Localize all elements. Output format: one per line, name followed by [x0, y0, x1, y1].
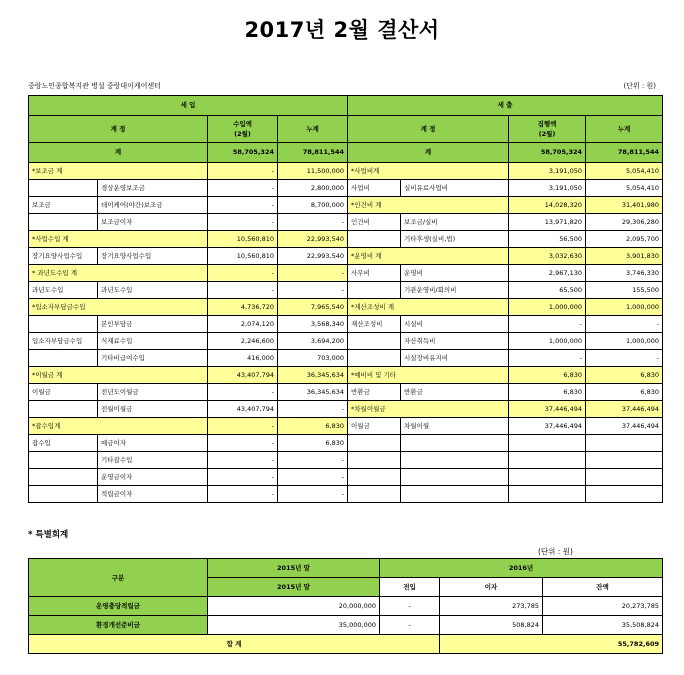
- expense-item-label: 기타후생(실비,법): [401, 231, 509, 248]
- settlement-table: [28, 95, 663, 503]
- income-group-label: 장기요양사업수입: [29, 248, 98, 265]
- expense-group-label: 인건비: [348, 214, 401, 231]
- expense-group-label: 재산조성비: [348, 316, 401, 333]
- expense-category-month: 1,000,000: [509, 299, 586, 316]
- income-category-label: *잡수입계: [29, 418, 208, 435]
- special-row-balance: 35,508,824: [543, 616, 663, 635]
- ex-empty-cell: [509, 486, 586, 503]
- income-category-month: -: [208, 163, 278, 180]
- expense-group-label: 반환금: [348, 384, 401, 401]
- income-item-label: 적립금이자: [98, 486, 208, 503]
- income-category-month: 4,736,720: [208, 299, 278, 316]
- special-row-interest: 273,785: [440, 597, 543, 616]
- expense-item-month: 56,500: [509, 231, 586, 248]
- income-item-label: 기타잡수입: [98, 452, 208, 469]
- ex-empty-cell: [348, 452, 401, 469]
- expense-category-month: 37,446,494: [509, 401, 586, 418]
- expense-item-month: 37,446,494: [509, 418, 586, 435]
- income-category-label: *입소자부담금수입: [29, 299, 208, 316]
- income-item-cum: 22,993,540: [278, 248, 348, 265]
- income-item-cum: 36,345,634: [278, 384, 348, 401]
- income-total-month: 58,705,324: [208, 143, 278, 163]
- special-header-2015-sub: 2015년 말: [208, 578, 380, 597]
- ex-empty-cell: [401, 469, 509, 486]
- expense-total-label: 계: [348, 143, 509, 163]
- special-header-interest: 이자: [440, 578, 543, 597]
- income-col-total: 누계: [278, 116, 348, 143]
- table-row: [29, 231, 663, 248]
- income-item-cum: 2,800,000: [278, 180, 348, 197]
- expense-group-label: [348, 231, 401, 248]
- table-row: [29, 197, 663, 214]
- income-category-cum: 6,830: [278, 418, 348, 435]
- income-item-month: 10,560,810: [208, 248, 278, 265]
- income-item-cum: 3,568,340: [278, 316, 348, 333]
- income-group-label: 잡수입: [29, 435, 98, 452]
- ex-empty-cell: [586, 435, 663, 452]
- special-account-table: [28, 558, 663, 654]
- table-row: [29, 486, 663, 503]
- ex-empty-cell: [348, 435, 401, 452]
- income-total-cum: 78,811,544: [278, 143, 348, 163]
- income-group-label: 이월금: [29, 384, 98, 401]
- table-row: [29, 265, 663, 282]
- expense-col-month: 집행액 (2월): [509, 116, 586, 143]
- ex-empty-cell: [509, 469, 586, 486]
- income-item-month: -: [208, 180, 278, 197]
- special-row-transfer: -: [380, 597, 440, 616]
- income-item-label: 운영금이자: [98, 469, 208, 486]
- ex-empty-cell: [348, 469, 401, 486]
- income-item-cum: -: [278, 452, 348, 469]
- special-unit-label: (단위 : 원): [538, 547, 573, 556]
- income-item-label: 데이케어(야간)보조금: [98, 197, 208, 214]
- income-category-month: 10,560,810: [208, 231, 278, 248]
- table-row: [29, 435, 663, 452]
- income-item-label: 식재료수입: [98, 333, 208, 350]
- ex-empty-cell: [586, 486, 663, 503]
- income-item-label: 경상운영보조금: [98, 180, 208, 197]
- income-total-label: 계: [29, 143, 208, 163]
- special-row-balance: 20,273,785: [543, 597, 663, 616]
- organization-name: 중랑노인종합복지관 병설 중랑데이케어센터: [28, 82, 161, 90]
- expense-item-month: 3,191,050: [509, 180, 586, 197]
- income-item-month: -: [208, 214, 278, 231]
- expense-col-total: 누계: [586, 116, 663, 143]
- income-item-cum: 8,700,000: [278, 197, 348, 214]
- income-category-label: *이월금 계: [29, 367, 208, 384]
- income-group-label: [29, 469, 98, 486]
- special-row-interest: 508,824: [440, 616, 543, 635]
- expense-group-label: [348, 282, 401, 299]
- ex-empty-cell: [348, 486, 401, 503]
- expense-col-item: 계 정: [348, 116, 509, 143]
- expense-item-label: 차월이월: [401, 418, 509, 435]
- expense-section-header: 세 출: [348, 96, 663, 116]
- special-row-label: 운영충당적립금: [29, 597, 208, 616]
- income-item-month: 2,074,120: [208, 316, 278, 333]
- table-row: [29, 248, 663, 265]
- income-group-label: [29, 350, 98, 367]
- table-row: [29, 299, 663, 316]
- table-row: [29, 401, 663, 418]
- income-group-label: 입소자부담금수입: [29, 333, 98, 350]
- expense-item-cum: 3,746,330: [586, 265, 663, 282]
- expense-category-cum: 5,054,410: [586, 163, 663, 180]
- income-group-label: [29, 180, 98, 197]
- ex-empty-cell: [586, 452, 663, 469]
- ex-empty-cell: [509, 452, 586, 469]
- income-item-label: 전월이월금: [98, 401, 208, 418]
- income-group-label: [29, 452, 98, 469]
- income-item-label: 전년도이월금: [98, 384, 208, 401]
- table-row: [29, 350, 663, 367]
- special-sum-label: 합 계: [29, 635, 440, 654]
- income-col-month: 수입액 (2월): [208, 116, 278, 143]
- expense-category-month: 3,191,050: [509, 163, 586, 180]
- income-item-month: -: [208, 197, 278, 214]
- special-row-2015: 35,000,000: [208, 616, 380, 635]
- expense-item-cum: -: [586, 350, 663, 367]
- special-row-label: 환경개선준비금: [29, 616, 208, 635]
- income-category-cum: 36,345,634: [278, 367, 348, 384]
- expense-item-label: 기관운영비/회의비: [401, 282, 509, 299]
- expense-group-label: 사업비: [348, 180, 401, 197]
- expense-category-cum: 6,830: [586, 367, 663, 384]
- income-category-cum: 11,500,000: [278, 163, 348, 180]
- expense-item-cum: 37,446,494: [586, 418, 663, 435]
- expense-item-cum: 29,306,280: [586, 214, 663, 231]
- income-group-label: [29, 214, 98, 231]
- unit-label: (단위 : 원): [623, 82, 656, 90]
- expense-category-month: 14,028,320: [509, 197, 586, 214]
- income-group-label: 보조금: [29, 197, 98, 214]
- expense-item-month: -: [509, 316, 586, 333]
- special-row: [29, 597, 663, 616]
- table-row: [29, 333, 663, 350]
- income-item-label: 보조금이자: [98, 214, 208, 231]
- expense-group-label: 이월금: [348, 418, 401, 435]
- ex-empty-cell: [401, 435, 509, 452]
- expense-item-month: 6,830: [509, 384, 586, 401]
- expense-item-month: -: [509, 350, 586, 367]
- expense-category-cum: 31,401,980: [586, 197, 663, 214]
- table-row: [29, 469, 663, 486]
- ex-empty-cell: [401, 452, 509, 469]
- expense-item-label: 자산취득비: [401, 333, 509, 350]
- income-category-month: -: [208, 418, 278, 435]
- expense-total-cum: 78,811,544: [586, 143, 663, 163]
- expense-category-label: *인건비 계: [348, 197, 509, 214]
- income-item-label: 본인부담금: [98, 316, 208, 333]
- income-item-label: 기타비급여수입: [98, 350, 208, 367]
- income-group-label: [29, 486, 98, 503]
- expense-item-label: 반환금: [401, 384, 509, 401]
- expense-item-month: 2,967,130: [509, 265, 586, 282]
- expense-item-cum: 155,500: [586, 282, 663, 299]
- expense-item-month: 65,500: [509, 282, 586, 299]
- expense-item-label: 실비유료사업비: [401, 180, 509, 197]
- income-item-month: -: [208, 469, 278, 486]
- expense-item-label: 보조금/실비: [401, 214, 509, 231]
- income-category-cum: 7,965,540: [278, 299, 348, 316]
- income-item-month: 2,246,600: [208, 333, 278, 350]
- special-header-2016: 2016년: [380, 559, 663, 578]
- expense-item-cum: 6,830: [586, 384, 663, 401]
- table-row: [29, 418, 663, 435]
- income-category-month: 43,407,794: [208, 367, 278, 384]
- income-item-month: 416,000: [208, 350, 278, 367]
- ex-empty-cell: [401, 486, 509, 503]
- expense-item-cum: 2,095,700: [586, 231, 663, 248]
- income-item-month: 43,407,794: [208, 401, 278, 418]
- table-row: [29, 316, 663, 333]
- income-item-cum: -: [278, 469, 348, 486]
- income-section-header: 세 입: [29, 96, 348, 116]
- special-header-transfer: 전입: [380, 578, 440, 597]
- expense-item-cum: 1,000,000: [586, 333, 663, 350]
- expense-category-label: *재산조성비 계: [348, 299, 509, 316]
- expense-category-label: *예비비 및 기타: [348, 367, 509, 384]
- table-row: [29, 180, 663, 197]
- expense-group-label: 사무비: [348, 265, 401, 282]
- table-row: [29, 452, 663, 469]
- income-item-cum: -: [278, 401, 348, 418]
- income-category-month: -: [208, 265, 278, 282]
- income-item-cum: -: [278, 486, 348, 503]
- income-category-label: * 과년도수입 계: [29, 265, 208, 282]
- income-item-label: 장기요양사업수입: [98, 248, 208, 265]
- ex-empty-cell: [586, 469, 663, 486]
- special-sum-value: 55,782,609: [440, 635, 663, 654]
- expense-item-month: 1,000,000: [509, 333, 586, 350]
- expense-category-label: *사업비계: [348, 163, 509, 180]
- expense-category-label: *운영비 계: [348, 248, 509, 265]
- expense-item-label: 시설비: [401, 316, 509, 333]
- expense-total-month: 58,705,324: [509, 143, 586, 163]
- expense-category-cum: 1,000,000: [586, 299, 663, 316]
- table-row: [29, 384, 663, 401]
- document-title: 2017년 2월 결산서: [244, 18, 440, 42]
- income-group-label: [29, 401, 98, 418]
- income-item-month: -: [208, 435, 278, 452]
- table-row: [29, 367, 663, 384]
- income-item-cum: -: [278, 214, 348, 231]
- income-item-cum: 6,830: [278, 435, 348, 452]
- expense-group-label: [348, 333, 401, 350]
- expense-item-month: 13,971,820: [509, 214, 586, 231]
- income-category-label: *보조금 계: [29, 163, 208, 180]
- income-item-month: -: [208, 384, 278, 401]
- income-group-label: 과년도수입: [29, 282, 98, 299]
- income-category-cum: -: [278, 265, 348, 282]
- income-item-label: 과년도수입: [98, 282, 208, 299]
- expense-category-month: 6,830: [509, 367, 586, 384]
- expense-item-label: 시설장비유지비: [401, 350, 509, 367]
- special-row-2015: 20,000,000: [208, 597, 380, 616]
- expense-group-label: [348, 350, 401, 367]
- expense-category-label: *차월이월금: [348, 401, 509, 418]
- table-row: [29, 282, 663, 299]
- table-row: [29, 163, 663, 180]
- income-item-month: -: [208, 486, 278, 503]
- special-header-category: 구분: [29, 559, 208, 597]
- income-item-cum: -: [278, 282, 348, 299]
- income-col-item: 계 정: [29, 116, 208, 143]
- income-category-cum: 22,993,540: [278, 231, 348, 248]
- income-item-cum: 703,000: [278, 350, 348, 367]
- income-group-label: [29, 316, 98, 333]
- special-account-title: * 특별회계: [28, 530, 69, 540]
- special-header-balance: 잔액: [543, 578, 663, 597]
- income-item-label: 예금이자: [98, 435, 208, 452]
- expense-category-month: 3,032,630: [509, 248, 586, 265]
- income-category-label: *사업수입 계: [29, 231, 208, 248]
- income-item-month: -: [208, 282, 278, 299]
- special-header-2015: 2015년 말: [208, 559, 380, 578]
- expense-category-cum: 3,901,830: [586, 248, 663, 265]
- expense-item-label: 운영비: [401, 265, 509, 282]
- expense-item-cum: 5,054,410: [586, 180, 663, 197]
- income-item-month: -: [208, 452, 278, 469]
- ex-empty-cell: [509, 435, 586, 452]
- special-row: [29, 616, 663, 635]
- special-row-transfer: -: [380, 616, 440, 635]
- expense-item-cum: -: [586, 316, 663, 333]
- table-row: [29, 214, 663, 231]
- expense-category-cum: 37,446,494: [586, 401, 663, 418]
- income-item-cum: 3,694,200: [278, 333, 348, 350]
